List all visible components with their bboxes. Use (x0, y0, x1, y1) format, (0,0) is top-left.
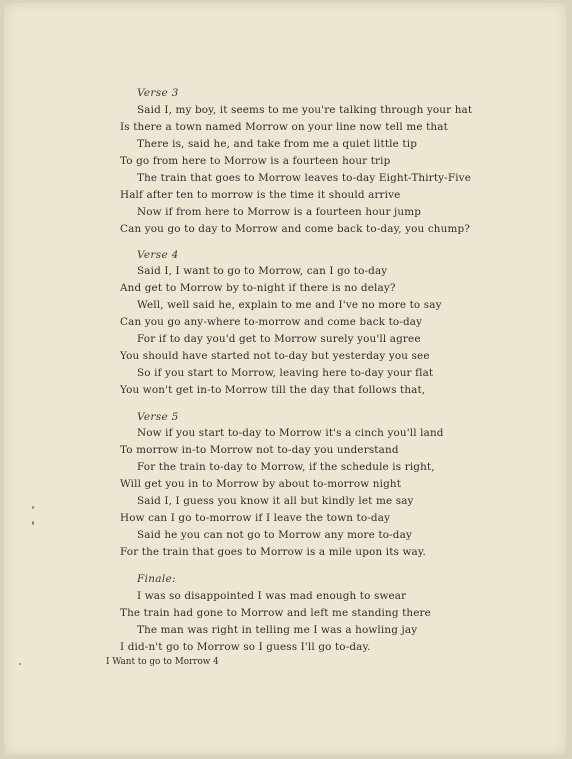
lyric-line: Said he you can not go to Morrow any more to-day (137, 529, 412, 541)
lyric-line: How can I go to-morrow if I leave the town to-day (120, 512, 391, 524)
lyric-line: Can you go any-where to-morrow and come back to-day (120, 316, 423, 328)
finale-heading: Finale: (137, 573, 176, 585)
lyric-line: Is there a town named Morrow on your line now tell me that (120, 121, 448, 133)
lyric-line: The train had gone to Morrow and left me standing there (120, 607, 431, 619)
lyric-line: Now if from here to Morrow is a fourteen hour jump (137, 206, 422, 218)
lyric-line: And get to Morrow by to-night if there is no delay? (120, 282, 396, 294)
page-footer: I Want to go to Morrow 4 (106, 657, 219, 667)
lyric-line: Half after ten to morrow is the time it should arrive (120, 189, 401, 201)
lyric-line: Will get you in to Morrow by about to-morrow night (120, 478, 402, 490)
lyric-line: To go from here to Morrow is a fourteen hour trip (120, 155, 391, 167)
verse-heading: Verse 5 (137, 411, 179, 423)
lyric-line: Can you go to day to Morrow and come back to-day, you chump? (120, 223, 471, 235)
sheet-music-page (4, 3, 566, 755)
paper-speck (19, 663, 21, 665)
lyric-line: I did-n't go to Morrow so I guess I'll go to-day. (120, 641, 371, 653)
paper-speck (32, 521, 34, 525)
lyric-line: Said I, my boy, it seems to me you're talking through your hat (137, 104, 473, 116)
lyric-line: For if to day you'd get to Morrow surely you'll agree (137, 333, 421, 345)
lyric-line: The man was right in telling me I was a howling jay (137, 624, 418, 636)
lyric-line: You won't get in-to Morrow till the day that follows that, (120, 384, 426, 396)
lyric-line: Now if you start to-day to Morrow it's a cinch you'll land (137, 427, 444, 439)
lyric-line: There is, said he, and take from me a quiet little tip (137, 138, 418, 150)
lyric-line: The train that goes to Morrow leaves to-day Eight-Thirty-Five (137, 172, 471, 184)
lyric-line: Well, well said he, explain to me and I've no more to say (137, 299, 442, 311)
lyric-line: I was so disappointed I was mad enough to swear (137, 590, 407, 602)
lyric-line: For the train that goes to Morrow is a mile upon its way. (120, 546, 426, 558)
paper-speck (32, 506, 34, 509)
verse-heading: Verse 4 (137, 249, 179, 261)
lyric-line: Said I, I guess you know it all but kindly let me say (137, 495, 414, 507)
verse-heading: Verse 3 (137, 87, 179, 99)
lyric-line: For the train to-day to Morrow, if the schedule is right, (137, 461, 435, 473)
lyric-line: Said I, I want to go to Morrow, can I go to-day (137, 265, 388, 277)
lyric-line: So if you start to Morrow, leaving here to-day your flat (137, 367, 434, 379)
lyric-line: To morrow in-to Morrow not to-day you understand (120, 444, 399, 456)
lyric-line: You should have started not to-day but yesterday you see (120, 350, 430, 362)
